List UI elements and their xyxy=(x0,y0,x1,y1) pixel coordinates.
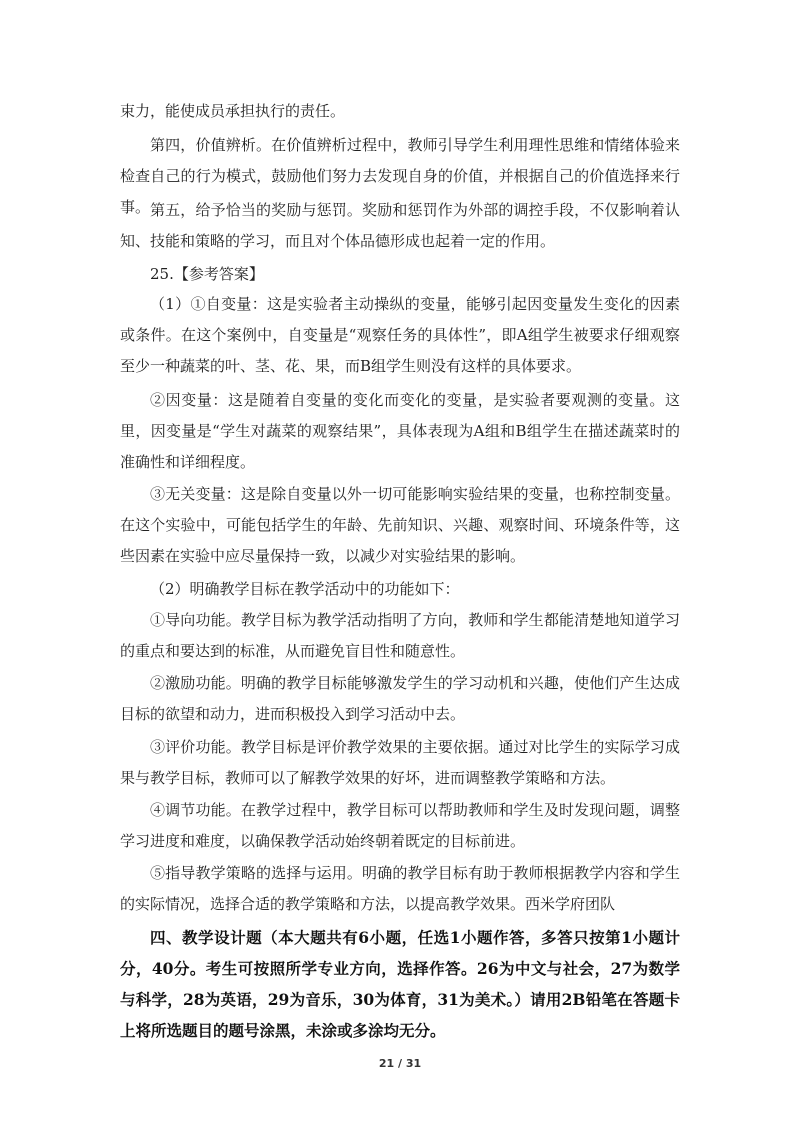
paragraph-strategy-guidance: ⑤指导教学策略的选择与运用。明确的教学目标有助于教师根据教学内容和学生的实际情况，选择合适的教学策略和方法，以提高教学效果。西米学府团队 xyxy=(120,864,680,913)
paragraph-value-clarification: 第四，价值辨析。在价值辨析过程中，教师引导学生利用理性思维和情绪体验来检查自己的行为模式，鼓励他们努力去发现自身的价值，并根据自己的价值选择来行事。 xyxy=(120,136,680,216)
paragraph-independent-variable: （1）①自变量：这是实验者主动操纵的变量，能够引起因变量发生变化的因素或条件。在这个案例中，自变量是“观察任务的具体性”，即A组学生被要求仔细观察至少一种蔬菜的叶、茎、花、果，而B组学生则没有这样的具体要求。 xyxy=(120,295,680,375)
paragraph-objectives-intro: （2）明确教学目标在教学活动中的功能如下： xyxy=(150,580,460,598)
paragraph-continuation: 束力，能使成员承担执行的责任。 xyxy=(120,102,346,120)
paragraph-dependent-variable: ②因变量：这是随着自变量的变化而变化的变量，是实验者要观测的变量。这里，因变量是“学生对蔬菜的观察结果”，具体表现为A组和B组学生在描述蔬菜时的准确性和详细程度。 xyxy=(120,391,680,471)
paragraph-guiding-function: ①导向功能。教学目标为教学活动指明了方向，教师和学生都能清楚地知道学习的重点和要达到的标准，从而避免盲目性和随意性。 xyxy=(120,611,680,660)
paragraph-rewards-punishment: 第五，给予恰当的奖励与惩罚。奖励和惩罚作为外部的调控手段，不仅影响着认知、技能和策略的学习，而且对个体品德形成也起着一定的作用。 xyxy=(120,201,680,250)
section-heading-teaching-design: 四、教学设计题（本大题共有6小题，任选1小题作答，多答只按第1小题计分，40分。考生可按照所学专业方向，选择作答。26为中文与社会，27为数学与科学，28为英语，29为音乐，30为体育，31为美术。）请用2B铅笔在答题卡上将所选题目的题号涂黑，未涂或多涂均无分。 xyxy=(120,928,680,1040)
paragraph-extraneous-variable: ③无关变量：这是除自变量以外一切可能影响实验结果的变量，也称控制变量。在这个实验中，可能包括学生的年龄、先前知识、兴趣、观察时间、环境条件等，这些因素在实验中应尽量保持一致，以减少对实验结果的影响。 xyxy=(120,485,680,565)
answer-heading-25: 25.【参考答案】 xyxy=(150,265,264,283)
paragraph-motivating-function: ②激励功能。明确的教学目标能够激发学生的学习动机和兴趣，使他们产生达成目标的欲望和动力，进而积极投入到学习活动中去。 xyxy=(120,674,680,723)
paragraph-regulating-function: ④调节功能。在教学过程中，教学目标可以帮助教师和学生及时发现问题，调整学习进度和难度，以确保教学活动始终朝着既定的目标前进。 xyxy=(120,801,680,850)
paragraph-evaluating-function: ③评价功能。教学目标是评价教学效果的主要依据。通过对比学生的实际学习成果与教学目标，教师可以了解教学效果的好坏，进而调整教学策略和方法。 xyxy=(120,738,680,787)
page-number: 21 / 31 xyxy=(378,1057,422,1070)
